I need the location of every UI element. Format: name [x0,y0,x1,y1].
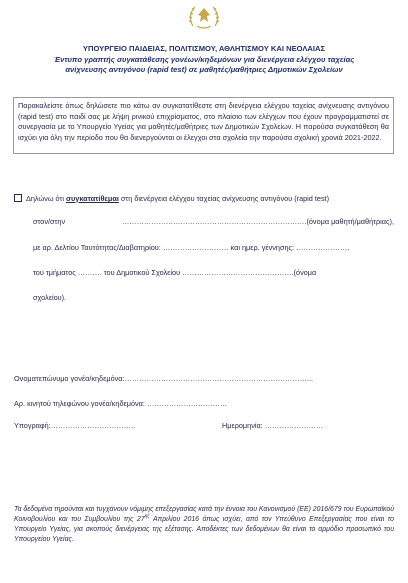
form-title [12,55,396,75]
legal-text-1: Τα δεδομένα τηρούνται και τυγχάνουν νόμιμης επεξεργασίας κατά την έννοια του Κανονισμού (ΕΕ) 2016/679 του Ευρωπαϊκού Κοινοβουλίου και του Συμβουλίου της 27 [14,506,394,523]
signature-field[interactable]: Υπογραφή:…………………………….. [14,421,136,430]
id-birthdate-line[interactable]: με αρ. Δελτίου Ταυτότητας/Διαβατηρίου: ……………………… και ημερ. γέννησης: …………………, [33,243,350,252]
consent-statement [14,194,394,204]
consent-suffix: στη διενέργεια ελέγχου ταχείας ανίχνευσης αντιγόνου (rapid test) [118,194,330,203]
form-title-line-2: ανίχνευσης αντιγόνου (rapid test) σε μαθητές/μαθήτριες Δημοτικών Σχολείων [65,65,343,74]
consent-keyword: συγκατατίθεμαι [66,194,119,203]
class-school-line[interactable]: του τμήματος ………. του Δημοτικού Σχολείου ……………………………………….(όνομα [33,268,317,277]
legal-text-2: Απριλίου 2016 όπως ισχύει, από τον Υπεύθυνο Επεξεργασίας που είναι το Υπουργείο Υγείας, για σκοπούς διενέργειας της εξέτασης. Αποδέκτες των δεδομένων θα είναι το αρμόδιο προσωπικό του Υπουργείου Υγείας. [14,516,394,543]
ministry-title: ΥΠΟΥΡΓΕΙΟ ΠΑΙΔΕΙΑΣ, ΠΟΛΙΤΙΣΜΟΥ, ΑΘΛΗΤΙΣΜΟΥ ΚΑΙ ΝΕΟΛΑΙΑΣ [82,44,326,53]
intro-instructions-box: Παρακαλείστε όπως δηλώσετε πιο κάτω αν συγκατατίθεστε στη διενέργεια ελέγχου ταχείας ανίχνευσης αντιγόνου (rapid test) στο παιδί σας με λήψη ρινικού επιχρίσματος, στο πλαίσιο των ελέγχων που έχουν προγραμματιστεί σε συνεργασία με το Υπουργείο Υγείας για μαθητές/μαθήτριες των Δημοτικών Σχολείων. Η παρούσα συγκατάθεση θα ισχύει για όλη την περίοδο που θα διενεργούνται οι έλεγχοι στα σχολεία την παρούσα σχολική χρονιά 2021-2022. [13,97,394,154]
legal-superscript: ης [144,513,150,520]
parent-name-field[interactable]: Ονοματεπώνυμο γονέα/κηδεμόνα:…………………………………………………………………... [14,374,314,383]
student-name-label: στον/στην [33,217,66,226]
form-title-line-1: Έντυπο γραπτής συγκατάθεσης γονέων/κηδεμόνων για διενέργεια ελέγχου ταχείας [53,55,355,64]
student-name-line [33,217,394,227]
school-name-suffix: σχολείου). [33,293,67,302]
student-name-field[interactable]: ………………………………………………………………….(όνομα μαθητή/μαθήτριας), [122,217,394,226]
cyprus-coat-of-arms-icon [187,4,221,32]
consent-checkbox[interactable] [14,194,22,202]
date-field[interactable]: Ημερομηνία: …………………… [222,421,324,430]
data-protection-notice [14,505,394,545]
consent-prefix: Δηλώνω ότι [26,194,67,203]
parent-phone-field[interactable]: Αρ. κινητού τηλεφώνου γονέα/κηδεμόνα: …………………………… [14,399,228,408]
